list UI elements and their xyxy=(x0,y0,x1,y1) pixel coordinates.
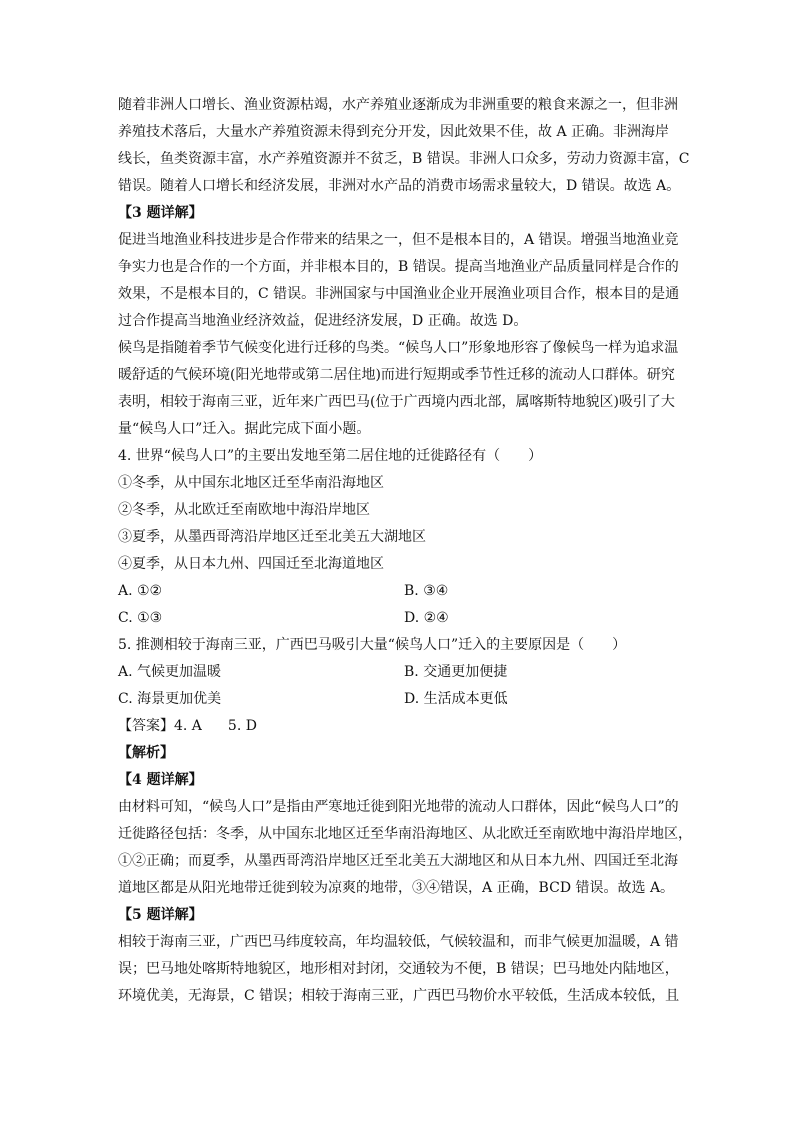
text-line: 暖舒适的气候环境(阳光地带或第二居住地)而进行短期或季节性迁移的流动人口群体。研究 xyxy=(118,367,675,383)
option-a: A. ①② xyxy=(118,583,163,599)
text-line: 环境优美，无海景，C 错误；相较于海南三亚，广西巴马物价水平较低，生活成本较低，且 xyxy=(118,988,680,1004)
option-row xyxy=(118,578,684,605)
text-line: 养殖技术落后，大量水产养殖资源未得到充分开发，因此效果不佳，故 A 正确。非洲海岸 xyxy=(118,124,670,140)
text-line: 表明，相较于海南三亚，近年来广西巴马(位于广西境内西北部，属喀斯特地貌区)吸引了大 xyxy=(118,394,675,410)
text-line: 过合作提高当地渔业经济效益，促进经济发展，D 正确。故选 D。 xyxy=(118,313,528,329)
statement-item: ①冬季，从中国东北地区迁至华南沿海地区 xyxy=(118,475,384,491)
text-line: ①②正确；而夏季，从墨西哥湾沿岸地区迁至北美五大湖地区和从日本九州、四国迁至北海 xyxy=(118,853,678,869)
answer-line xyxy=(118,713,684,740)
option-row xyxy=(118,686,684,713)
heading-analysis: 【解析】 xyxy=(118,745,174,761)
paragraph-q2-explanation xyxy=(118,92,690,200)
heading-q3-detail: 【3 题详解】 xyxy=(118,205,203,221)
question-5 xyxy=(118,632,684,713)
text-line: 相较于海南三亚，广西巴马纬度较高，年均温较低，气候较温和，而非气候更加温暖，A 错 xyxy=(118,934,679,950)
text-line: 随着非洲人口增长、渔业资源枯竭，水产养殖业逐渐成为非洲重要的粮食来源之一，但非洲 xyxy=(118,97,678,113)
text-line: 促进当地渔业科技进步是合作带来的结果之一，但不是根本目的，A 错误。增强当地渔业竞 xyxy=(118,232,679,248)
option-row xyxy=(118,659,684,686)
text-line: 误；巴马地处喀斯特地貌区，地形相对封闭，交通较为不便，B 错误；巴马地处内陆地区， xyxy=(118,961,679,977)
option-a: A. 气候更加温暖 xyxy=(118,664,222,680)
option-b: B. ③④ xyxy=(404,583,449,599)
text-line: 争实力也是合作的一个方面，并非根本目的，B 错误。提高当地渔业产品质量同样是合作的 xyxy=(118,259,679,275)
text-line: 候鸟是指随着季节气候变化进行迁移的鸟类。“候鸟人口”形象地形容了像候鸟一样为追求温 xyxy=(118,340,679,356)
text-line: 效果，不是根本目的，C 错误。非洲国家与中国渔业企业开展渔业项目合作，根本目的是通 xyxy=(118,286,680,302)
answer-label: 【答案】4. A xyxy=(118,718,202,734)
option-d: D. 生活成本更低 xyxy=(404,691,508,707)
paragraph-material xyxy=(118,335,684,443)
option-c: C. ①③ xyxy=(118,610,163,626)
option-row xyxy=(118,605,684,632)
option-d: D. ②④ xyxy=(404,610,449,626)
paragraph-q4-explanation xyxy=(118,794,692,902)
option-b: B. 交通更加便捷 xyxy=(404,664,508,680)
text-line: 线长，鱼类资源丰富，水产养殖资源并不贫乏，B 错误。非洲人口众多，劳动力资源丰富，C xyxy=(118,151,690,167)
statement-item: ④夏季，从日本九州、四国迁至北海道地区 xyxy=(118,556,384,572)
answer-5: 5. D xyxy=(227,718,257,734)
option-c: C. 海景更加优美 xyxy=(118,691,222,707)
heading-q5-detail: 【5 题详解】 xyxy=(118,907,203,923)
paragraph-q5-explanation xyxy=(118,929,684,1010)
text-line: 由材料可知，“候鸟人口”是指由严寒地迁徙到阳光地带的流动人口群体，因此“候鸟人口”的 xyxy=(118,799,679,815)
statement-item: ③夏季，从墨西哥湾沿岸地区迁至北美五大湖地区 xyxy=(118,529,426,545)
question-stem: 5. 推测相较于海南三亚，广西巴马吸引大量“候鸟人口”迁入的主要原因是（ ） xyxy=(118,637,627,653)
text-line: 量“候鸟人口”迁入。据此完成下面小题。 xyxy=(118,421,371,437)
text-line: 道地区都是从阳光地带迁徙到较为凉爽的地带，③④错误，A 正确，BCD 错误。故选 A。 xyxy=(118,880,675,896)
question-4 xyxy=(118,443,684,632)
heading-q4-detail: 【4 题详解】 xyxy=(118,772,203,788)
statement-item: ②冬季，从北欧迁至南欧地中海沿岸地区 xyxy=(118,502,370,518)
question-stem: 4. 世界“候鸟人口”的主要出发地至第二居住地的迁徙路径有（ ） xyxy=(118,448,543,464)
text-line: 错误。随着人口增长和经济发展，非洲对水产品的消费市场需求量较大，D 错误。故选 A。 xyxy=(118,178,681,194)
text-line: 迁徙路径包括：冬季，从中国东北地区迁至华南沿海地区、从北欧迁至南欧地中海沿岸地区， xyxy=(118,826,692,842)
paragraph-q3-explanation xyxy=(118,227,684,335)
document-body xyxy=(118,92,692,1010)
